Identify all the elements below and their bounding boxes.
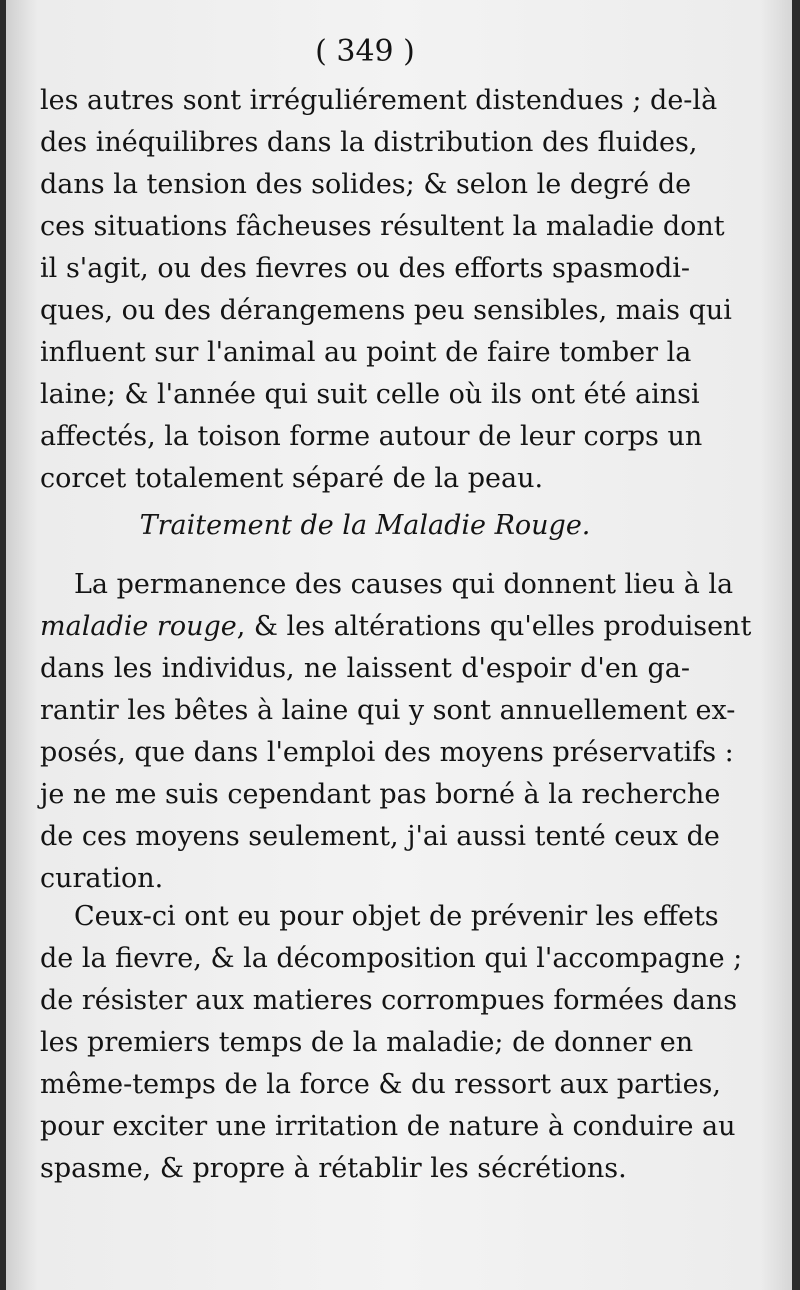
text-line: pour exciter une irritation de nature à conduire au <box>40 1111 736 1142</box>
italic-term: maladie rouge <box>40 611 237 642</box>
page-number: ( 349 ) <box>315 34 415 69</box>
text-line: ces situations fâcheuses résultent la maladie dont <box>40 211 725 242</box>
text-line: je ne me suis cependant pas borné à la recherche <box>40 779 721 810</box>
text-line: laine; & l'année qui suit celle où ils ont été ainsi <box>40 379 700 410</box>
text-line: les premiers temps de la maladie; de donner en <box>40 1027 694 1058</box>
text-line: des inéquilibres dans la distribution des fluides, <box>40 127 698 158</box>
text-span: , & les altérations qu'elles produisent <box>236 611 752 642</box>
text-line: de la fievre, & la décomposition qui l'accompagne ; <box>40 943 743 974</box>
text-line: dans les individus, ne laissent d'espoir d'en ga- <box>40 653 690 684</box>
text-line: corcet totalement séparé de la peau. <box>40 463 544 494</box>
text-line: de résister aux matieres corrompues formées dans <box>40 985 738 1016</box>
section-heading: Traitement de la Maladie Rouge. <box>139 510 591 541</box>
text-line: posés, que dans l'emploi des moyens préservatifs : <box>40 737 734 768</box>
text-line: les autres sont irréguliérement distendues ; de-là <box>40 85 718 116</box>
text-line: influent sur l'animal au point de faire tomber la <box>40 337 692 368</box>
text-line: ques, ou des dérangemens peu sensibles, mais qui <box>40 295 732 326</box>
text-line: il s'agit, ou des fievres ou des efforts spasmodi- <box>40 253 690 284</box>
text-line: même-temps de la force & du ressort aux parties, <box>40 1069 721 1100</box>
text-line <box>40 606 752 648</box>
text-line: rantir les bêtes à laine qui y sont annuellement ex- <box>40 695 736 726</box>
text-line: La permanence des causes qui donnent lieu à la <box>74 569 734 600</box>
text-line: Ceux-ci ont eu pour objet de prévenir les effets <box>74 901 719 932</box>
text-line: affectés, la toison forme autour de leur corps un <box>40 421 703 452</box>
text-line: de ces moyens seulement, j'ai aussi tenté ceux de <box>40 821 720 852</box>
text-line: dans la tension des solides; & selon le degré de <box>40 169 692 200</box>
text-line: curation. <box>40 863 164 894</box>
text-line: spasme, & propre à rétablir les sécrétions. <box>40 1153 627 1184</box>
book-page <box>6 0 792 1290</box>
